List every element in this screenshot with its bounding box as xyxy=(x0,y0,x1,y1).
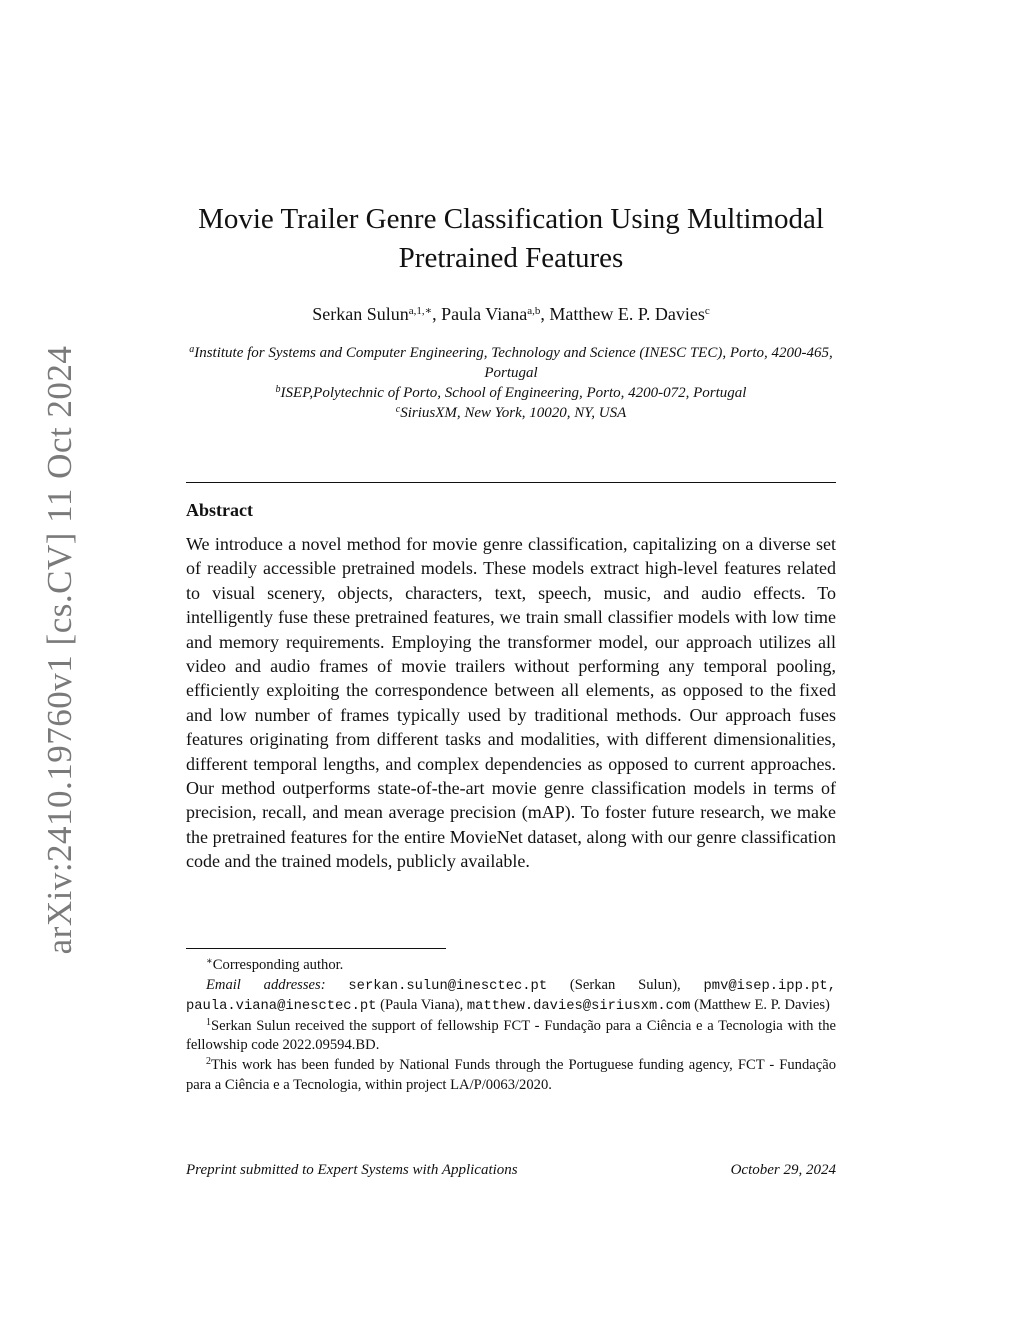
author-list xyxy=(180,302,842,326)
affiliation-mark: b xyxy=(275,384,281,395)
affiliation-item xyxy=(180,343,842,383)
email-link[interactable]: paula.viana@inesctec.pt xyxy=(186,999,377,1015)
author-name: Matthew E. P. Davies xyxy=(549,304,705,324)
footnote-mark: 1 xyxy=(206,1016,211,1028)
affiliation-text: Institute for Systems and Computer Engineering, Technology and Science (INESC TEC), Porto, 4200-465, Portugal xyxy=(194,345,833,381)
footnote-text: Serkan Sulun received the support of fellowship FCT - Fundação para a Ciência e a Tecnologia with the fellowship code 2022.09594.BD. xyxy=(186,1017,836,1054)
author-separator: , xyxy=(540,304,550,324)
footnote-mark: 2 xyxy=(206,1055,211,1067)
author-name: Serkan Sulun xyxy=(312,304,409,324)
email-owner: (Matthew E. P. Davies) xyxy=(690,997,830,1014)
abstract-top-rule xyxy=(186,482,836,483)
author-separator: , xyxy=(432,304,442,324)
affiliation-mark: a xyxy=(189,344,195,355)
title-line-1: Movie Trailer Genre Classification Using Multimodal xyxy=(198,203,824,235)
footnote-corresponding xyxy=(186,956,836,976)
author-name: Paula Viana xyxy=(441,304,528,324)
email-link[interactable]: pmv@isep.ipp.pt, xyxy=(703,978,836,994)
email-label: Email addresses: xyxy=(206,976,326,993)
footnote-funding-1 xyxy=(186,1017,836,1056)
arxiv-identifier: arXiv:2410.19760v1 [cs.CV] 11 Oct 2024 xyxy=(40,345,79,955)
abstract-heading: Abstract xyxy=(186,500,253,520)
email-owner: (Paula Viana), xyxy=(376,997,467,1014)
footnote-rule xyxy=(186,948,446,949)
footnote-text: This work has been funded by National Funds through the Portuguese funding agency, FCT - Fundação para a Ciência e a Tecnologia, within project LA/P/0063/2020. xyxy=(186,1056,836,1093)
author-marks: a,b xyxy=(527,305,541,317)
footnotes xyxy=(186,956,836,1095)
email-link[interactable]: matthew.davies@siriusxm.com xyxy=(466,999,691,1015)
author-marks: c xyxy=(704,305,710,317)
footnote-emails xyxy=(186,976,836,1017)
preprint-note: Preprint submitted to Expert Systems with Applications xyxy=(186,1162,518,1178)
affiliation-mark: c xyxy=(395,404,401,415)
footnote-mark: ∗ xyxy=(206,956,213,967)
author-marks: a,1,∗ xyxy=(408,305,433,317)
affiliation-list xyxy=(180,343,842,423)
email-link[interactable]: serkan.sulun@inesctec.pt xyxy=(348,978,548,994)
affiliation-item xyxy=(180,403,842,423)
email-owner: (Serkan Sulun), xyxy=(547,976,704,993)
affiliation-item xyxy=(180,383,842,403)
affiliation-text: ISEP,Polytechnic of Porto, School of Engineering, Porto, 4200-072, Portugal xyxy=(280,385,747,401)
abstract-body: We introduce a novel method for movie genre classification, capitalizing on a diverse set of readily accessible pretrained models. These models extract high-level features related to visual scenery, objects, characters, text, speech, music, and audio effects. To intelligently fuse these pretrained features, we train small classifier models with low time and memory requirements. Employing the transformer model, our approach utilizes all video and audio frames of movie trailers without performing any temporal pooling, efficiently exploiting the correspondence between all elements, as opposed to the fixed and low number of frames typically used by traditional methods. Our approach fuses features originating from different tasks and modalities, with different dimensionalities, different temporal lengths, and complex dependencies as opposed to current approaches. Our method outperforms state-of-the-art movie genre classification models in terms of precision, recall, and mean average precision (mAP). To foster future research, we make the pretrained features for the entire MovieNet dataset, along with our genre classification code and the trained models, publicly available. xyxy=(186,534,836,872)
affiliation-text: SiriusXM, New York, 10020, NY, USA xyxy=(400,405,627,421)
footnote-text: Corresponding author. xyxy=(212,957,344,973)
footnote-funding-2 xyxy=(186,1056,836,1095)
footer-date: October 29, 2024 xyxy=(730,1162,836,1178)
title-line-2: Pretrained Features xyxy=(398,242,624,274)
paper-title xyxy=(180,200,842,278)
